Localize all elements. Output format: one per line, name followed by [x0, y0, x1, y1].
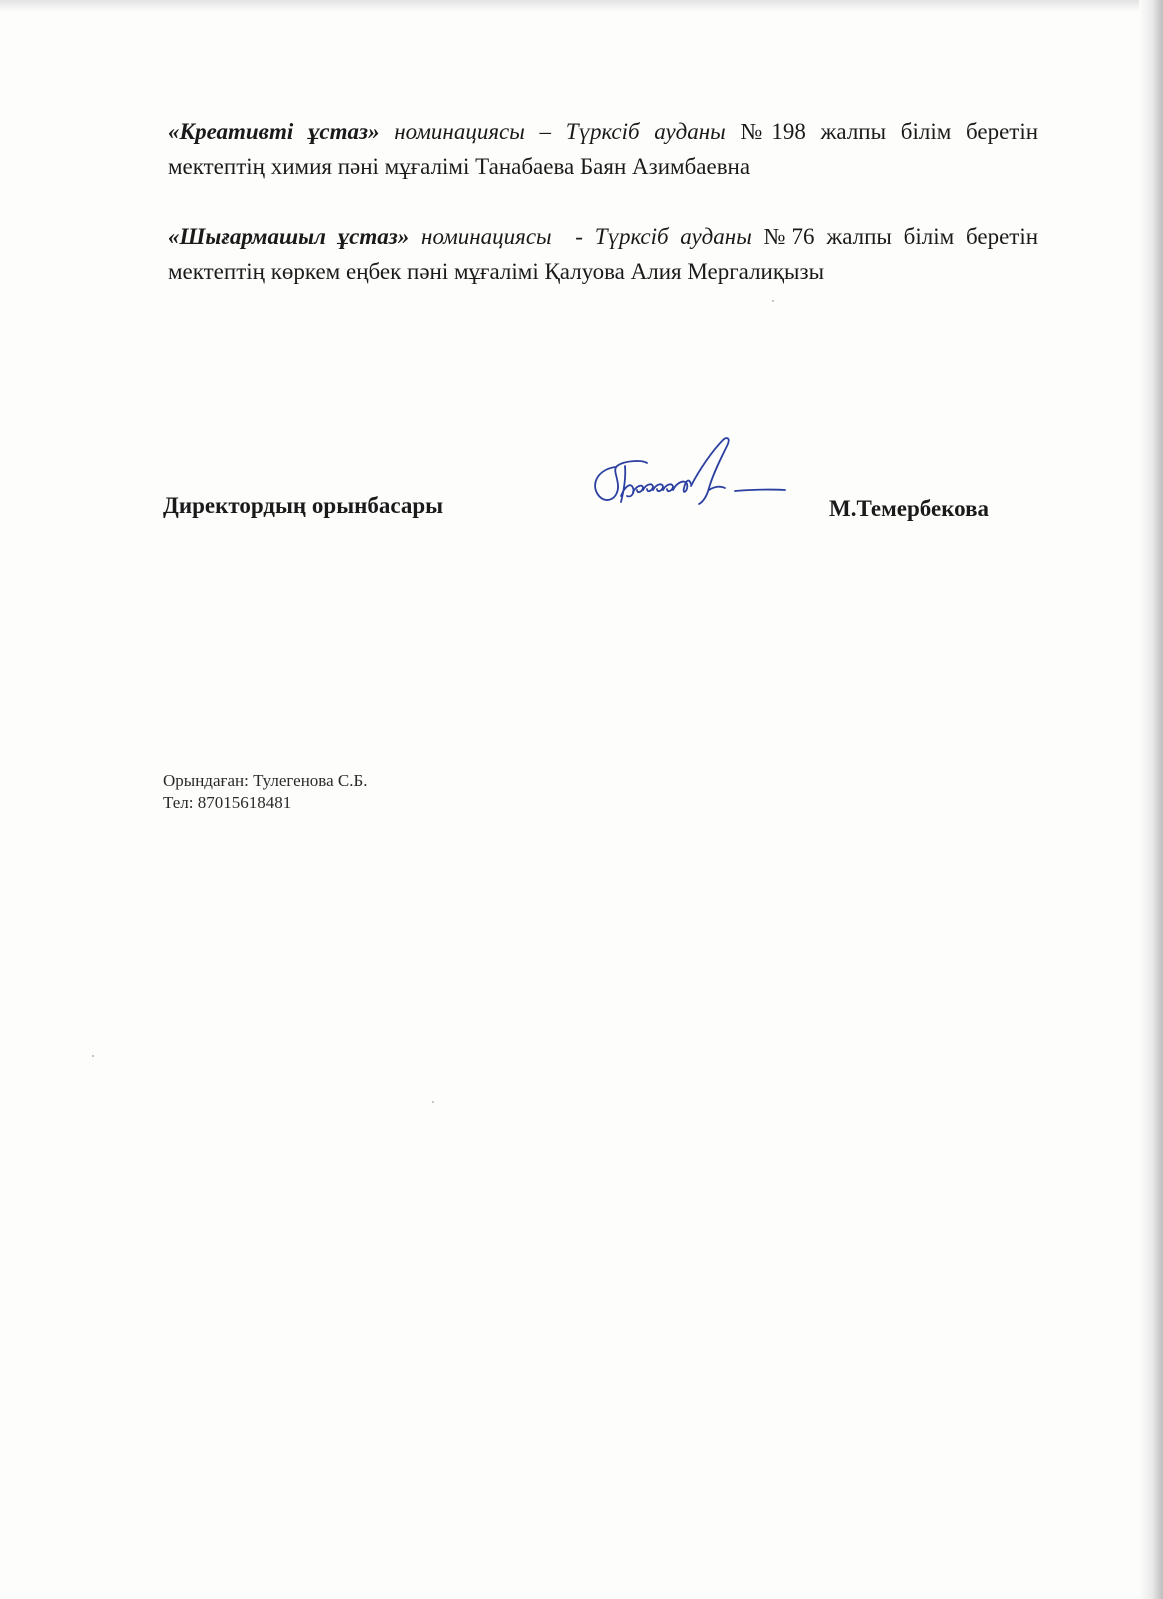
nomination-district: Түрксіб ауданы — [594, 224, 752, 249]
nomination-paragraph-2 — [168, 219, 1038, 289]
phone-line: Тел: 87015618481 — [163, 793, 292, 812]
scan-speck — [432, 1101, 434, 1103]
scan-top-shadow — [0, 0, 1163, 12]
signature-image — [585, 430, 795, 525]
nomination-dash: - — [575, 224, 583, 249]
scan-speck — [772, 300, 774, 302]
scan-right-edge — [1139, 0, 1163, 1599]
nomination-district: Түрксіб ауданы — [565, 119, 726, 144]
signatory-name: М.Темербекова — [829, 496, 990, 521]
executor-line: Орындаған: Тулегенова С.Б. — [163, 771, 368, 790]
nomination-title: «Креативті ұстаз» — [168, 119, 380, 144]
nomination-label: номинациясы — [421, 224, 552, 249]
nomination-label: номинациясы — [394, 119, 525, 144]
nomination-dash: – — [539, 119, 552, 144]
nomination-details: №76 жалпы білім беретін мектептің көркем еңбек пәні мұғалімі Қалуова Алия Мергалиқызы — [168, 224, 1039, 284]
footer — [163, 770, 368, 814]
nomination-title: «Шығармашыл ұстаз» — [168, 224, 410, 249]
scan-speck — [92, 1055, 94, 1057]
nomination-paragraph-1 — [168, 114, 1038, 184]
nomination-details: №198 жалпы білім беретін мектептің химия пәні мұғалімі Танабаева Баян Азимбаевна — [168, 119, 1039, 179]
signatory-position: Директордың орынбасары — [163, 493, 444, 518]
